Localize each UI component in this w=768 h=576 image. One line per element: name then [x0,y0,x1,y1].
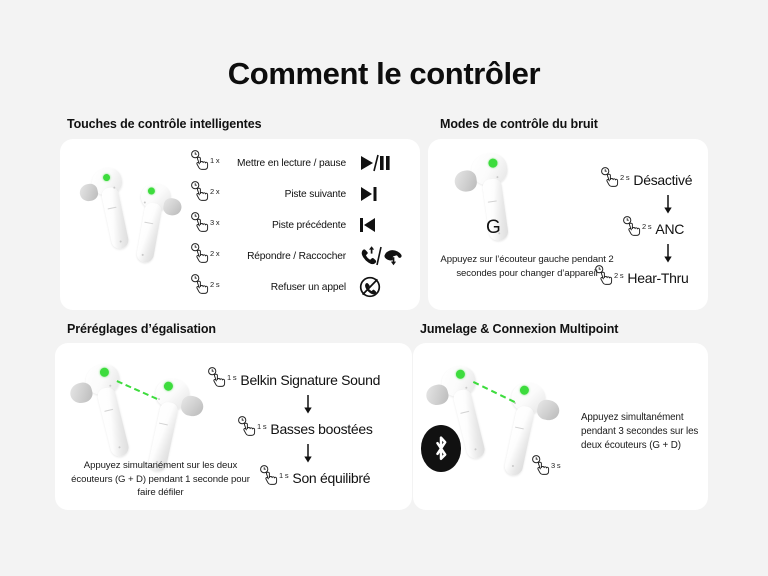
bluetooth-icon [421,425,461,472]
flow-arrow-down-icon [302,394,314,415]
noise-mode-step [594,265,692,291]
eq-presets-caption: Appuyez simultanément sur les deux écouteurs (G + D) pendant 1 seconde pour faire défiler [71,460,250,499]
eq-presets-flow [207,367,380,491]
section-label-noise-modes: Modes de contrôle du bruit [440,117,598,131]
eq-preset-label: Belkin Signature Sound [240,372,381,388]
control-row [190,272,415,302]
eq-preset-step [207,367,380,393]
section-label-pairing: Jumelage & Connexion Multipoint [420,322,619,336]
tap-duration: 3 x [210,218,220,227]
tap-gesture-icon [259,465,288,491]
tap-duration: 1 s [257,422,267,431]
control-row [190,210,415,240]
eq-preset-step [237,416,380,442]
tap-duration: 3 s [551,461,561,470]
flow-arrow-down-icon [662,243,674,264]
previous-track-icon [359,216,415,234]
control-action-label: Refuser un appel [270,281,346,293]
tap-gesture-icon [594,265,623,291]
pairing-blurb: Appuyez simultanément pendant 3 secondes sur les deux écouteurs (G + D) [581,412,699,452]
tap-gesture-icon [190,181,230,207]
flow-arrow-down-icon [302,443,314,464]
next-track-icon [359,185,415,203]
eq-preset-label: Son équilibré [292,470,371,486]
control-row [190,241,415,271]
eq-preset-step [259,465,380,491]
card-noise-modes [428,139,708,310]
decline-call-icon [359,276,415,298]
noise-mode-label: Hear-Thru [627,270,689,286]
card-pairing [413,343,708,510]
control-action-label: Mettre en lecture / pause [237,157,346,169]
tap-gesture-icon [207,367,236,393]
smart-controls-list [190,148,415,303]
section-label-smart-controls: Touches de contrôle intelligentes [67,117,262,131]
eq-preset-label: Basses boostées [270,421,373,437]
tap-duration: 2 s [210,280,220,289]
noise-mode-label: Désactivé [633,172,693,188]
tap-gesture-icon [622,216,651,242]
earbuds-illustration [72,161,202,286]
noise-modes-caption: Appuyez sur l’écouteur gauche pendant 2 secondes pour changer d’appareil [440,254,614,279]
card-eq-presets [55,343,412,510]
tap-duration: 1 s [279,471,289,480]
tap-duration: 1 x [210,156,220,165]
answer-hangup-icon [359,246,415,266]
tap-duration: 2 s [620,173,630,182]
play-pause-icon [359,154,415,172]
noise-modes-flow [600,167,692,291]
noise-mode-label: ANC [655,221,685,237]
card-smart-controls [60,139,420,310]
tap-duration: 1 s [227,373,237,382]
section-label-eq-presets: Préréglages d’égalisation [67,322,216,336]
tap-gesture-icon [237,416,266,442]
tap-gesture-icon [190,212,230,238]
earbud-letter-label: G [486,217,501,238]
control-action-label: Piste précédente [271,219,346,231]
flow-arrow-down-icon [662,194,674,215]
noise-mode-step [600,167,692,193]
control-row [190,179,415,209]
noise-mode-step [622,216,692,242]
tap-duration: 2 s [614,271,624,280]
tap-duration: 2 s [642,222,652,231]
earbud-left [451,149,534,258]
control-row [190,148,415,178]
page-title: Comment le contrôler [227,56,541,91]
control-action-label: Répondre / Raccocher [247,250,346,262]
tap-gesture-icon [190,274,230,300]
tap-gesture-icon [600,167,629,193]
tap-gesture-icon [531,455,560,481]
control-action-label: Piste suivante [284,188,346,200]
tap-gesture-icon [190,150,230,176]
tap-gesture-icon [190,243,230,269]
tap-duration: 2 x [210,249,220,258]
tap-duration: 2 x [210,187,220,196]
